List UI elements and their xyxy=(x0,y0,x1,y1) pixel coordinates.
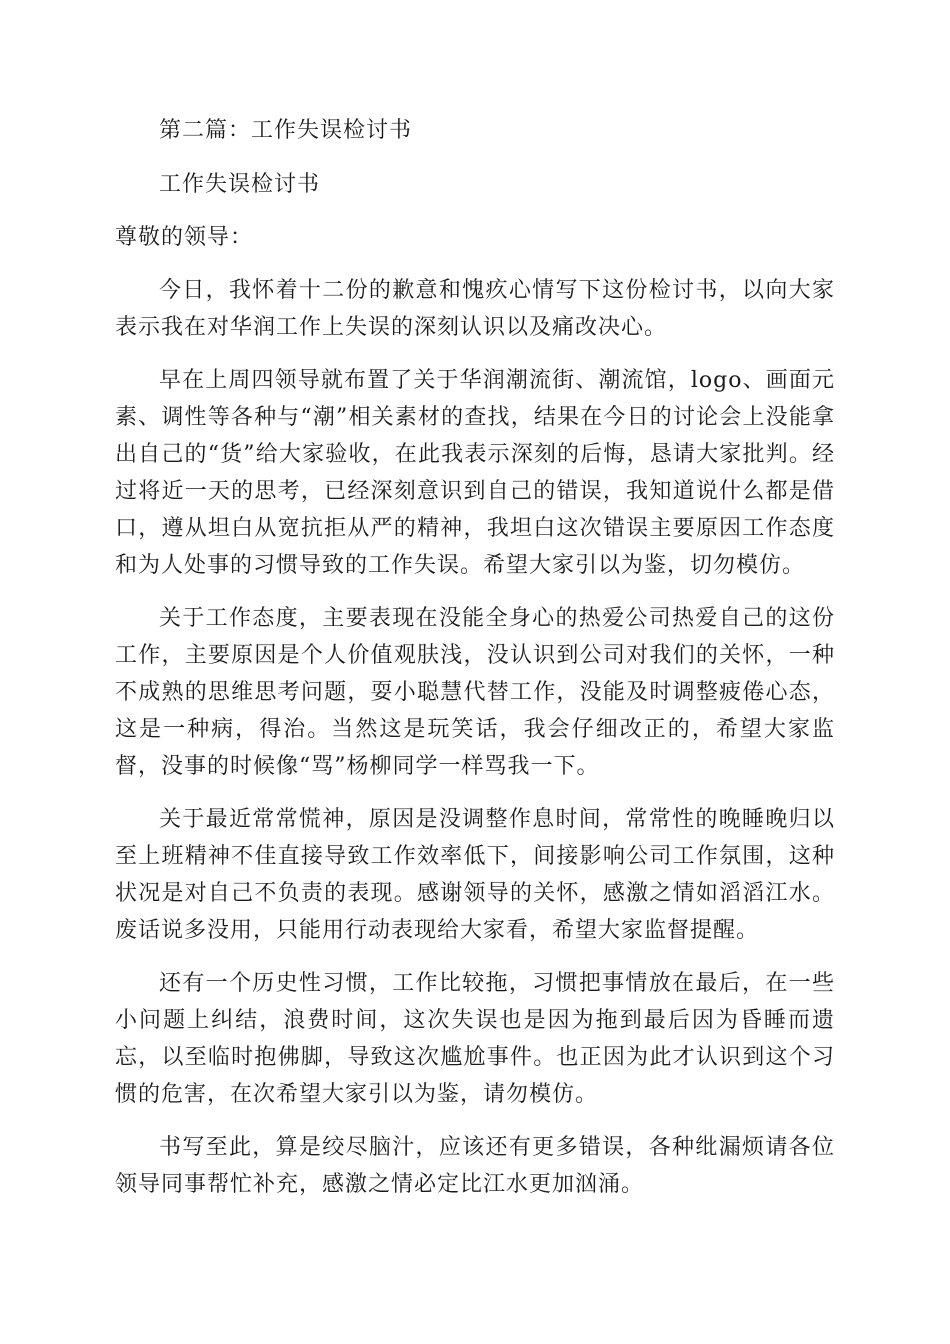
document-title: 工作失误检讨书 xyxy=(159,172,321,197)
paragraph-procrastination: 还有一个历史性习惯，工作比较拖，习惯把事情放在最后，在一些小问题上纠结，浪费时间，这次失误也是因为拖到最后因为昏睡而遗忘，以至临时抱佛脚，导致这次尴尬事件。也正因为此才认识到这个习惯的危害，在次希望大家引以为鉴，请勿模仿。 xyxy=(115,971,835,1107)
paragraph-closing: 书写至此，算是绞尽脑汁，应该还有更多错误，各种纰漏烦请各位领导同事帮忙补充，感激之情必定比江水更加汹涌。 xyxy=(115,1135,835,1197)
paragraph-distraction: 关于最近常常慌神，原因是没调整作息时间，常常性的晚睡晚归以至上班精神不佳直接导致工作效率低下，间接影响公司工作氛围，这种状况是对自己不负责的表现。感谢领导的关怀，感激之情如滔滔江水。废话说多没用，只能用行动表现给大家看，希望大家监督提醒。 xyxy=(115,807,835,943)
paragraph-incident: 早在上周四领导就布置了关于华润潮流街、潮流馆，logo、画面元素、调性等各种与“潮”相关素材的查找，结果在今日的讨论会上没能拿出自己的“货”给大家验收，在此我表示深刻的后悔，恳请大家批判。经过将近一天的思考，已经深刻意识到自己的错误，我知道说什么都是借口，遵从坦白从宽抗拒从严的精神，我坦白这次错误主要原因工作态度和为人处事的习惯导致的工作失误。希望大家引以为鉴，切勿模仿。 xyxy=(115,368,835,578)
section-title: 第二篇：工作失误检讨书 xyxy=(159,118,413,143)
paragraph-apology: 今日，我怀着十二份的歉意和愧疚心情写下这份检讨书，以向大家表示我在对华润工作上失误的深刻认识以及痛改决心。 xyxy=(115,278,835,340)
salutation: 尊敬的领导： xyxy=(115,225,254,250)
paragraph-work-attitude: 关于工作态度，主要表现在没能全身心的热爱公司热爱自己的这份工作，主要原因是个人价值观肤浅，没认识到公司对我们的关怀，一种不成熟的思维思考问题，耍小聪慧代替工作，没能及时调整疲倦心态，这是一种病，得治。当然这是玩笑话，我会仔细改正的，希望大家监督，没事的时候像“骂”杨柳同学一样骂我一下。 xyxy=(115,606,835,779)
document-body xyxy=(115,112,835,1203)
